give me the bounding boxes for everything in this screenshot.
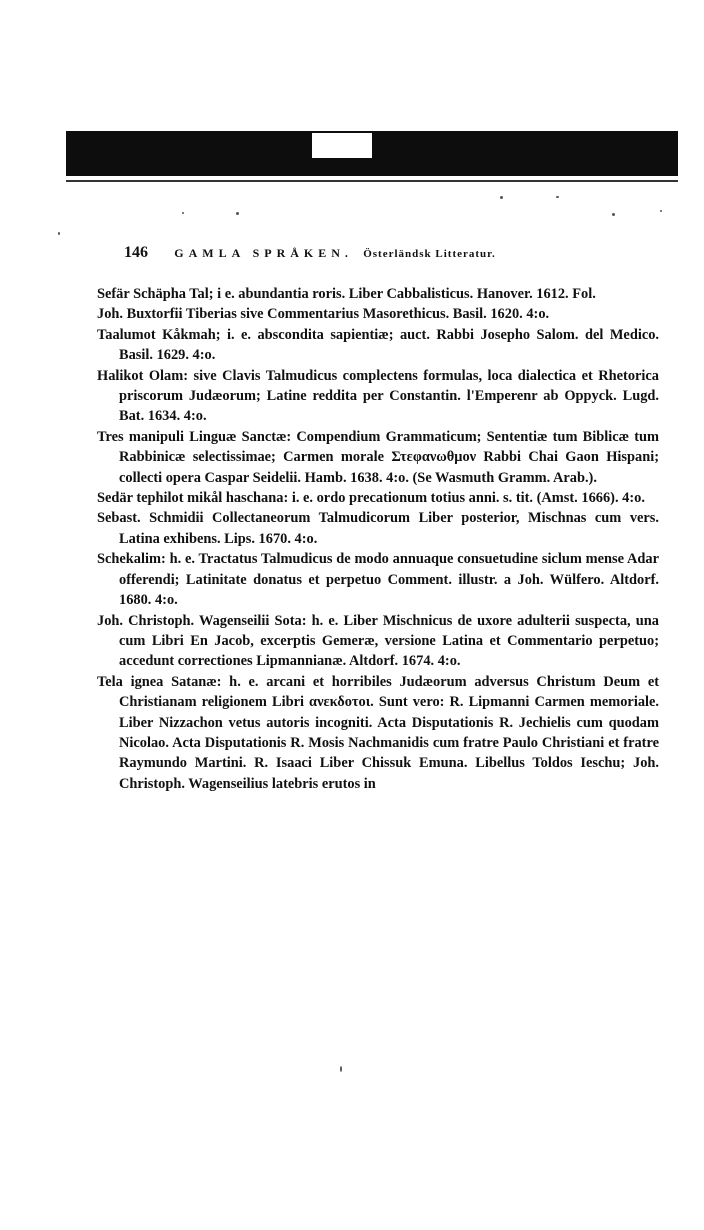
bibliography-entry: Sedär tephilot mikål haschana: i. e. ordo precationum totius anni. s. tit. (Amst. 1666). 4:o. [97, 490, 645, 507]
bibliography-entry: Joh. Christoph. Wagenseilii Sota: h. e. Liber Mischnicus de uxore adulterii suspecta, una cum Libri En Jacob, excerptis Gemeræ, versione Latina et Commentario perpetuo; accedunt correctiones Lipmannianæ. Altdorf. 1674. 4:o. [97, 612, 659, 670]
scan-speck [556, 196, 559, 198]
scan-speck [612, 213, 615, 216]
scan-notch [312, 133, 372, 158]
scan-speck [58, 232, 60, 235]
bibliography-entry: Joh. Buxtorfii Tiberias sive Commentarius Masorethicus. Basil. 1620. 4:o. [97, 306, 550, 323]
bibliography-entry: Tres manipuli Linguæ Sanctæ: Compendium Grammaticum; Sententiæ tum Biblicæ tum Rabbinicæ selectissimae; Carmen morale Στεφανωθμον Rabbi Chai Gaon Hispani; collecti opera Caspar Seidelii. Hamb. 1638. 4:o. (Se Wasmuth Gramm. Arab.). [97, 428, 659, 486]
page-number: 146 [124, 244, 148, 261]
bibliography-entry: Sefär Schäpha Tal; i e. abundantia roris. Liber Cabbalisticus. Hanover. 1612. Fol. [97, 286, 596, 302]
running-title: GAMLA SPRÅKEN. [174, 246, 353, 260]
scan-speck [236, 212, 239, 215]
bibliography-entry: Tela ignea Satanæ: h. e. arcani et horribiles Judæorum adversus Christum Deum et Christianam religionem Libri ανεκδοτοι. Sunt vero: R. Lipmanni Carmen memoriale. Liber Nizzachon vetus autoris incogniti. Acta Disputationis R. Jechielis cum quodam Nicolao. Acta Disputationis R. Mosis Nachmanidis cum fratre Paulo Christiani et fratre Raymundo Martini. R. Isaaci Liber Chissuk Emuna. Libellus Toldos Ieschu; Joh. Christoph. Wagenseilius latebris erutos in [97, 673, 659, 792]
scan-speck [660, 210, 662, 212]
bibliography-entry: Schekalim: h. e. Tractatus Talmudicus de modo annuaque consuetudine siclum mense Adar offerendi; Latinitate donatus et perpetuo Comment. illustr. a Joh. Wülfero. Altdorf. 1680. 4:o. [97, 551, 659, 609]
scan-speck [340, 1066, 342, 1072]
scan-speck [182, 212, 184, 214]
scan-black-bar [66, 131, 678, 176]
bibliography-entry: Taalumot Kåkmah; i. e. abscondita sapientiæ; auct. Rabbi Josepho Salom. del Medico. Basil. 1629. 4:o. [97, 326, 659, 364]
running-subtitle: Österländsk Litteratur. [363, 248, 496, 260]
scan-speck [500, 196, 503, 199]
scan-rule [66, 180, 678, 182]
bibliography-entry: Halikot Olam: sive Clavis Talmudicus complectens formulas, loca dialectica et Rhetorica priscorum Judæorum; Latine reddita per Constantin. l'Emperenr ab Oppyck. Lugd. Bat. 1634. 4:o. [97, 367, 659, 425]
bibliography-list [97, 284, 659, 794]
bibliography-entry: Sebast. Schmidii Collectaneorum Talmudicorum Liber posterior, Mischnas cum vers. Latina exhibens. Lips. 1670. 4:o. [97, 510, 659, 547]
running-header [124, 244, 684, 262]
